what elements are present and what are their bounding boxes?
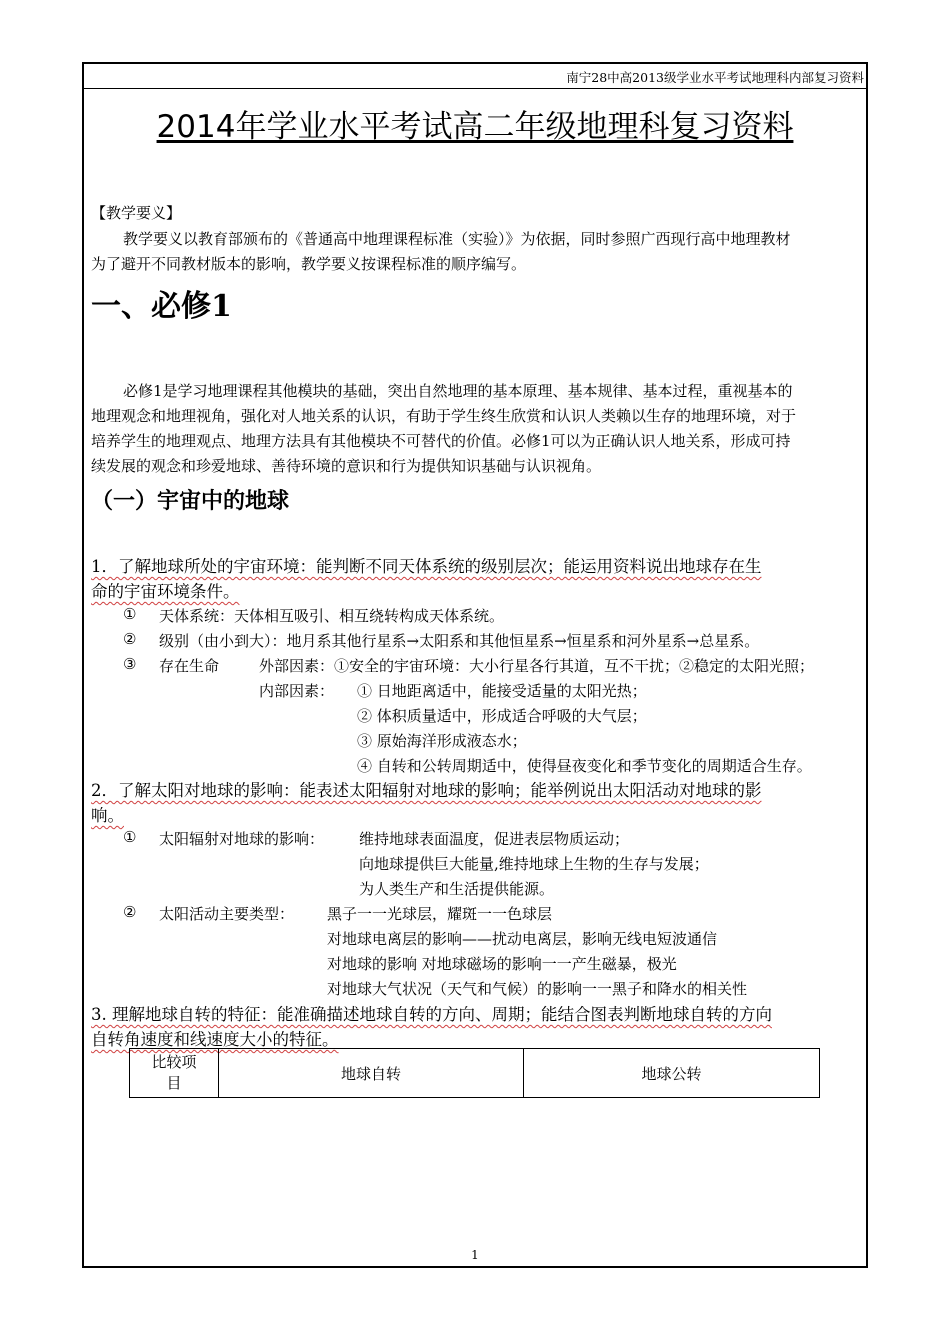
item1-point1-text: 天体系统：天体相互吸引、相互绕转构成天体系统。 bbox=[159, 607, 505, 625]
table-header-col1-b: 目 bbox=[166, 1074, 182, 1092]
item2-point2-c: 对地球的影响 对地球磁场的影响一一产生磁暴，极光 bbox=[327, 955, 677, 973]
item1-point3-marker: ③ bbox=[123, 655, 137, 673]
header-rule bbox=[84, 88, 866, 89]
document-title: 2014年学业水平考试高二年级地理科复习资料 bbox=[156, 109, 794, 145]
intro-label: 【教学要义】 bbox=[91, 204, 182, 222]
item3-heading-line-2: 自转角速度和线速度大小的特征。 bbox=[91, 1030, 339, 1049]
item2-heading-line-1: 2．了解太阳对地球的影响：能表述太阳辐射对地球的影响；能举例说出太阳活动对地球的影 bbox=[91, 781, 762, 800]
table-header-rotation: 地球自转 bbox=[219, 1049, 524, 1098]
item1-heading-line-1: 1．了解地球所处的宇宙环境：能判断不同天体系统的级别层次；能运用资料说出地球存在生 bbox=[91, 557, 762, 576]
item2-point1-label: 太阳辐射对地球的影响： bbox=[159, 830, 325, 848]
item1-internal-1: ① 日地距离适中，能接受适量的太阳光热； bbox=[357, 682, 647, 700]
item2-point1-c: 为人类生产和生活提供能源。 bbox=[359, 880, 555, 898]
item2-point2-b: 对地球电离层的影响——扰动电离层，影响无线电短波通信 bbox=[327, 930, 718, 948]
item1-internal-4: ④ 自转和公转周期适中，使得昼夜变化和季节变化的周期适合生存。 bbox=[357, 757, 812, 775]
comparison-table bbox=[129, 1048, 820, 1098]
item1-internal-3: ③ 原始海洋形成液态水； bbox=[357, 732, 527, 750]
section-heading: 一、必修1 bbox=[91, 289, 232, 324]
intro-line-1: 教学要义以教育部颁布的《普通高中地理课程标准（实验）》为依据，同时参照广西现行高中地理教材 bbox=[123, 230, 791, 248]
subsection-heading: （一）宇宙中的地球 bbox=[91, 489, 290, 514]
table-row bbox=[130, 1049, 820, 1098]
item2-point2-a: 黑子一一光球层，耀斑一一色球层 bbox=[327, 905, 553, 923]
item1-heading-line-2: 命的宇宙环境条件。 bbox=[91, 582, 240, 601]
item2-point2-d: 对地球大气状况（天气和气候）的影响一一黑子和降水的相关性 bbox=[327, 980, 748, 998]
section-para-line-2: 地理观念和地理视角，强化对人地关系的认识，有助于学生终生欣赏和认识人类赖以生存的地理环境，对于 bbox=[91, 407, 797, 425]
running-header: 南宁28中高2013级学业水平考试地理科内部复习资料 bbox=[566, 70, 864, 85]
table-header-revolution: 地球公转 bbox=[524, 1049, 820, 1098]
item1-point2-marker: ② bbox=[123, 630, 137, 648]
item3-heading-line-1: 3. 理解地球自转的特征：能准确描述地球自转的方向、周期；能结合图表判断地球自转的方向 bbox=[91, 1005, 772, 1024]
item2-heading-line-2: 响。 bbox=[91, 806, 124, 825]
item1-external-factors: 外部因素：①安全的宇宙环境：大小行星各行其道，互不干扰；②稳定的太阳光照； bbox=[259, 657, 815, 675]
item1-point2-text: 级别（由小到大）：地月系其他行星系→太阳系和其他恒星系→恒星系和河外星系→总星系。 bbox=[159, 632, 760, 650]
item2-point2-marker: ② bbox=[123, 903, 137, 921]
section-para-line-4: 续发展的观念和珍爱地球、善待环境的意识和行为提供知识基础与认识视角。 bbox=[91, 457, 602, 475]
item1-internal-2: ② 体积质量适中，形成适合呼吸的大气层； bbox=[357, 707, 647, 725]
page-number: 1 bbox=[471, 1248, 479, 1262]
item2-point2-label: 太阳活动主要类型： bbox=[159, 905, 295, 923]
item2-point1-a: 维持地球表面温度，促进表层物质运动； bbox=[359, 830, 630, 848]
item1-point1-marker: ① bbox=[123, 605, 137, 623]
table-header-cell bbox=[130, 1049, 219, 1098]
item1-internal-label: 内部因素： bbox=[259, 682, 335, 700]
intro-line-2: 为了避开不同教材版本的影响，教学要义按课程标准的顺序编写。 bbox=[91, 255, 527, 273]
item2-point1-b: 向地球提供巨大能量,维持地球上生物的生存与发展； bbox=[359, 855, 709, 873]
section-para-line-1: 必修1是学习地理课程其他模块的基础，突出自然地理的基本原理、基本规律、基本过程，重视基本的 bbox=[123, 382, 793, 400]
item1-point3-label: 存在生命 bbox=[159, 657, 220, 675]
table-header-col1-a: 比较项 bbox=[151, 1053, 197, 1071]
section-para-line-3: 培养学生的地理观点、地理方法具有其他模块不可替代的价值。必修1可以为正确认识人地关系，形成可持 bbox=[91, 432, 791, 450]
item2-point1-marker: ① bbox=[123, 828, 137, 846]
